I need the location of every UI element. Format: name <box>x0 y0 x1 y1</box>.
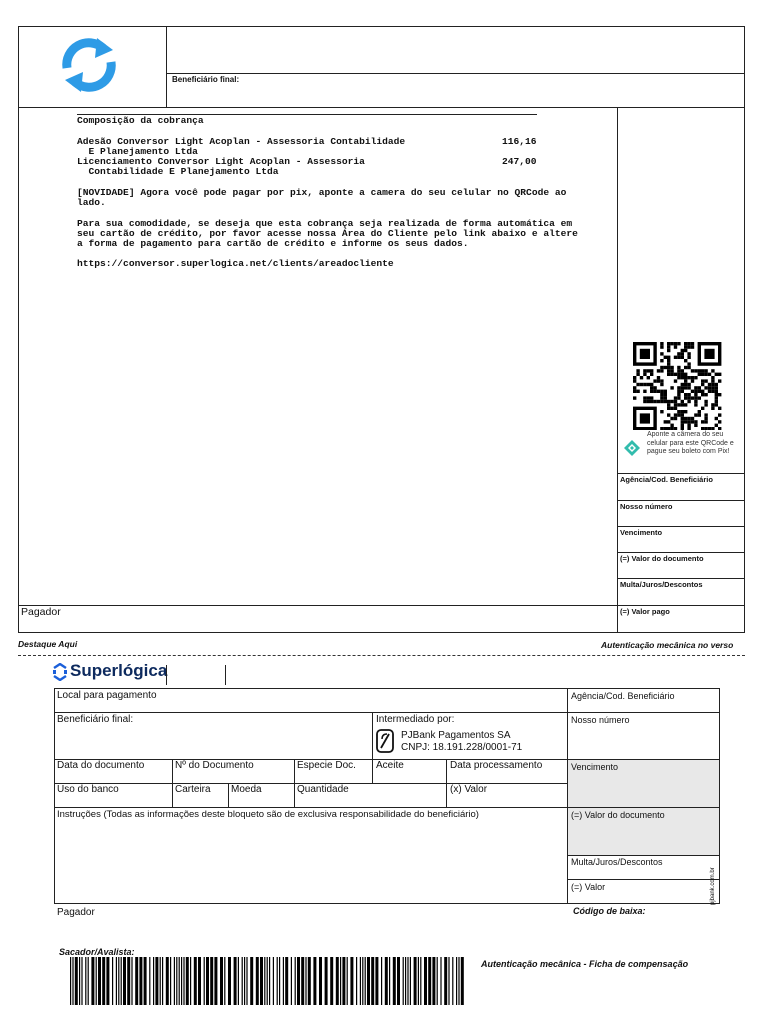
refresh-logo-icon <box>55 36 123 94</box>
header-rule-1 <box>166 73 745 74</box>
aceite-label: Aceite <box>376 760 404 771</box>
row-rule-6 <box>567 879 720 880</box>
header-rule-2 <box>18 107 745 108</box>
destaque-aqui: Destaque Aqui <box>18 639 78 649</box>
sacador-label: Sacador/Avalista: <box>59 947 135 957</box>
pjbank-name: PJBank Pagamentos SA <box>401 730 511 741</box>
pjbank-logo-icon <box>376 729 394 753</box>
cut-line <box>18 655 745 656</box>
col-dataproc <box>446 759 447 807</box>
agencia-label: Agência/Cod. Beneficiário <box>571 691 675 701</box>
especie-doc-label: Especie Doc. <box>297 760 356 771</box>
valor-label: (=) Valor <box>571 882 606 892</box>
multa-label: Multa/Juros/Descontos <box>571 857 663 867</box>
bottom-pagador-label: Pagador <box>57 907 95 918</box>
side-vencimento: Vencimento <box>620 528 663 537</box>
nosso-numero-label: Nosso número <box>571 715 630 725</box>
col-ndoc <box>172 759 173 807</box>
valor-documento-label: (=) Valor do documento <box>571 810 665 820</box>
area-cliente-link[interactable]: https://conversor.superlogica.net/clients/areadocliente <box>77 258 394 269</box>
quantidade-label: Quantidade <box>297 784 349 795</box>
valor-pago-label: (=) Valor pago <box>620 607 670 616</box>
logo-divider <box>166 26 167 108</box>
row-rule-5 <box>567 855 720 856</box>
top-pagador-label: Pagador <box>21 606 61 618</box>
side-agencia: Agência/Cod. Beneficiário <box>620 475 713 484</box>
col-quantidade <box>294 783 295 807</box>
autenticacao-verso: Autenticação mecânica no verso <box>601 640 734 650</box>
item-desc-1: Adesão Conversor Light Acoplan - Assessoria Contabilidade E Planejamento Ltda <box>77 136 406 157</box>
col-especie <box>294 759 295 783</box>
item-value-1: 116,16 <box>502 136 537 147</box>
pjbank-url: pjbank.com.br <box>710 867 716 905</box>
side-multa: Multa/Juros/Descontos <box>620 580 703 589</box>
num-documento-label: Nº do Documento <box>175 760 254 771</box>
pix-icon <box>624 440 640 456</box>
side-rule-4 <box>617 552 745 553</box>
ficha-compensacao-label: Autenticação mecânica - Ficha de compensação <box>481 959 689 969</box>
side-rule-5 <box>617 578 745 579</box>
item-desc-2: Licenciamento Conversor Light Acoplan - Assessoria Contabilidade E Planejamento Ltda <box>77 156 365 177</box>
side-rule-2 <box>617 500 745 501</box>
row-rule-1 <box>54 712 720 713</box>
local-pagamento-label: Local para pagamento <box>57 690 157 701</box>
barcode <box>70 957 466 1005</box>
novidade-text: [NOVIDADE] Agora você pode pagar por pix, aponte a camera do seu celular no QRCode ao lado. <box>77 187 567 208</box>
composition-title: Composição da cobrança <box>77 115 204 126</box>
pix-instruction: Aponte a câmera do seu celular para este QRCode e pague seu boleto com Pix! <box>647 431 734 455</box>
data-processamento-label: Data processamento <box>450 760 543 771</box>
beneficiario-final-label: Beneficiário final: <box>172 75 240 84</box>
side-rule-1 <box>617 473 745 474</box>
side-column-divider <box>617 107 618 633</box>
pjbank-cnpj: CNPJ: 18.191.228/0001-71 <box>401 742 523 753</box>
carteira-label: Carteira <box>175 784 211 795</box>
side-valor-documento: (=) Valor do documento <box>620 554 704 563</box>
col-moeda <box>228 783 229 807</box>
item-value-2: 247,00 <box>502 156 537 167</box>
qr-code <box>633 342 727 430</box>
comodidade-text: Para sua comodidade, se deseja que esta cobrança seja realizada de forma automática em seu cartão de crédito, por favor acesse nossa Área do Cliente pelo link abaixo e altere a forma de pagamento para cartão de crédito e informe os seus dados. <box>77 218 578 249</box>
data-documento-label: Data do documento <box>57 760 145 771</box>
vencimento-label: Vencimento <box>571 762 619 772</box>
brand-divider-2 <box>225 665 226 685</box>
codigo-baixa-label: Código de baixa: <box>573 906 646 916</box>
side-rule-3 <box>617 526 745 527</box>
side-nosso-numero: Nosso número <box>620 502 673 511</box>
moeda-label: Moeda <box>231 784 262 795</box>
beneficiario-final-field: Beneficiário final: <box>57 714 134 725</box>
row-rule-4 <box>54 807 720 808</box>
superlogica-logo-icon <box>52 663 68 681</box>
col-aceite <box>372 759 373 783</box>
intermediado-label: Intermediado por: <box>376 714 455 725</box>
brand-name: Superlógica <box>70 661 168 680</box>
col-intermediado <box>372 712 373 759</box>
pagador-rule <box>18 605 745 606</box>
instrucoes-label: Instruções (Todas as informações deste bloqueto são de exclusiva responsabilidade do beneficiário) <box>57 809 479 820</box>
uso-banco-label: Uso do banco <box>57 784 119 795</box>
x-valor-label: (x) Valor <box>450 784 488 795</box>
brand-divider-1 <box>166 665 167 685</box>
